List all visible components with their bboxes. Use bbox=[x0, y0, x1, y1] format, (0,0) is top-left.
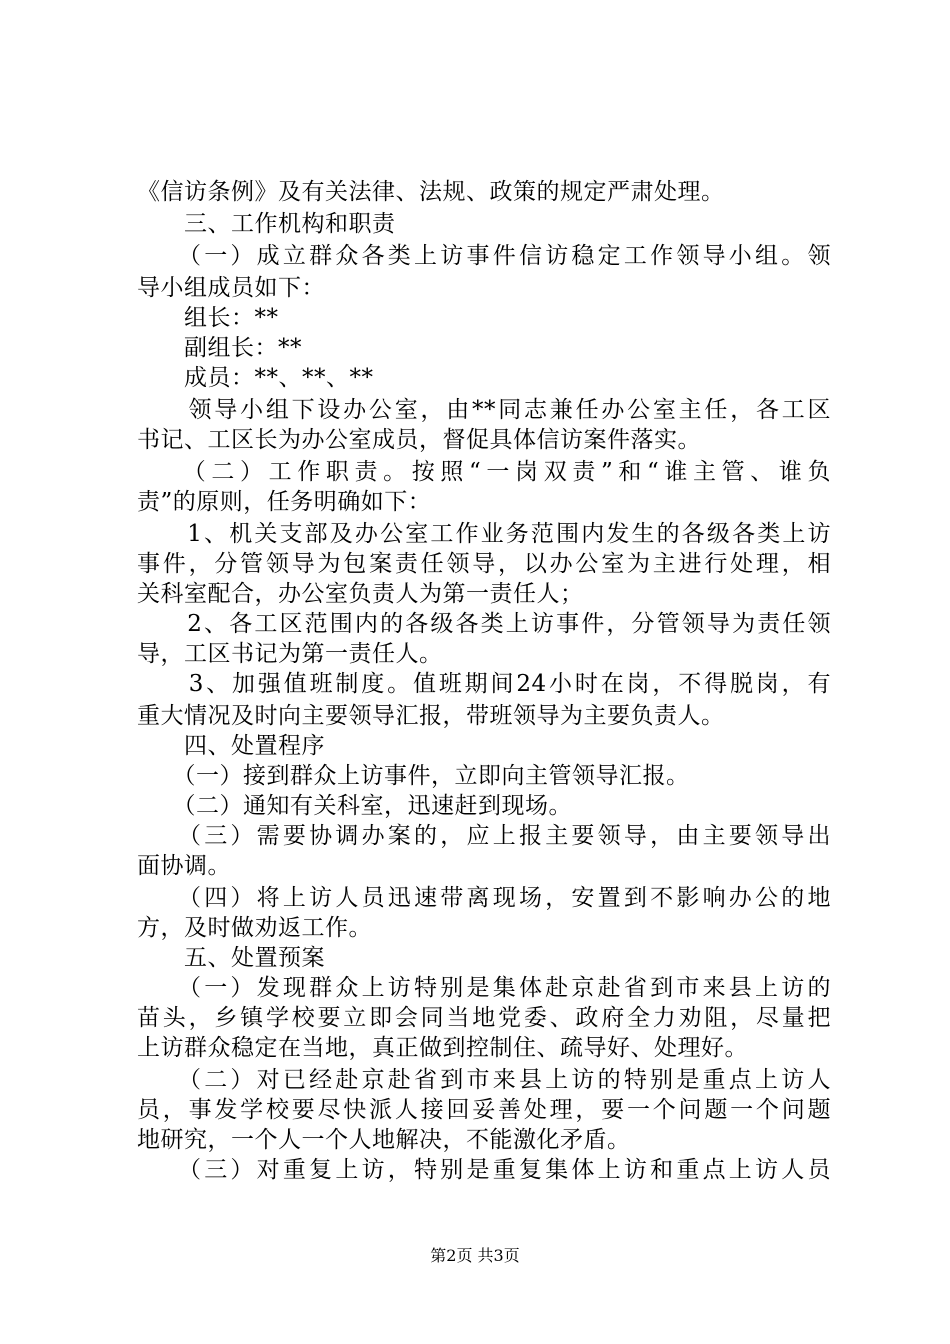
section-heading: 四、处置程序 bbox=[137, 733, 325, 759]
text-line: 重大情况及时向主要领导汇报，带班领导为主要负责人。 bbox=[137, 703, 725, 729]
text-line: 副组长：** bbox=[137, 335, 302, 361]
text-line: （二）通知有关科室，迅速赶到现场。 bbox=[137, 793, 572, 819]
text-line: 关科室配合，办公室负责人为第一责任人； bbox=[137, 581, 584, 607]
text-line: （二）工作职责。按照“一岗双责”和“谁主管、谁负 bbox=[137, 459, 831, 485]
text-line: （四）将上访人员迅速带离现场，安置到不影响办公的地 bbox=[137, 885, 831, 911]
text-line: 1、机关支部及办公室工作业务范围内发生的各级各类上访 bbox=[137, 521, 831, 547]
text-line: 2、各工区范围内的各级各类上访事件，分管领导为责任领 bbox=[137, 611, 831, 637]
text-line: 事件，分管领导为包案责任领导，以办公室为主进行处理，相 bbox=[137, 551, 831, 577]
page-number-footer: 第2页 共3页 bbox=[430, 1246, 520, 1265]
text-line: 成员：**、**、** bbox=[137, 365, 374, 391]
section-heading: 五、处置预案 bbox=[137, 945, 325, 971]
text-line: 导，工区书记为第一责任人。 bbox=[137, 641, 443, 667]
text-line: 责”的原则，任务明确如下： bbox=[137, 489, 432, 515]
text-line: （三）需要协调办案的，应上报主要领导，由主要领导出 bbox=[137, 823, 831, 849]
text-line: 导小组成员如下： bbox=[137, 275, 325, 301]
text-line: 组长：** bbox=[137, 305, 279, 331]
text-line: 方，及时做劝返工作。 bbox=[137, 915, 372, 941]
text-line: 3、加强值班制度。值班期间24小时在岗，不得脱岗，有 bbox=[137, 671, 831, 697]
text-line: （一）发现群众上访特别是集体赴京赴省到市来县上访的 bbox=[137, 975, 831, 1001]
text-line: 面协调。 bbox=[137, 853, 231, 879]
text-line: （三）对重复上访，特别是重复集体上访和重点上访人员 bbox=[137, 1157, 831, 1183]
text-line: （二）对已经赴京赴省到市来县上访的特别是重点上访人 bbox=[137, 1067, 831, 1093]
text-line: 苗头，乡镇学校要立即会同当地党委、政府全力劝阻，尽量把 bbox=[137, 1005, 831, 1031]
section-heading: 三、工作机构和职责 bbox=[137, 211, 396, 237]
text-line: （一）成立群众各类上访事件信访稳定工作领导小组。领 bbox=[137, 243, 831, 269]
text-line: 地研究，一个人一个人地解决，不能激化矛盾。 bbox=[137, 1127, 631, 1153]
text-line: 员，事发学校要尽快派人接回妥善处理，要一个问题一个问题 bbox=[137, 1097, 831, 1123]
text-line: 书记、工区长为办公室成员，督促具体信访案件落实。 bbox=[137, 427, 701, 453]
text-line: （一）接到群众上访事件，立即向主管领导汇报。 bbox=[137, 763, 690, 789]
text-line: 《信访条例》及有关法律、法规、政策的规定严肃处理。 bbox=[137, 179, 725, 205]
text-line: 领导小组下设办公室，由**同志兼任办公室主任，各工区 bbox=[137, 397, 831, 423]
text-line: 上访群众稳定在当地，真正做到控制住、疏导好、处理好。 bbox=[137, 1035, 748, 1061]
